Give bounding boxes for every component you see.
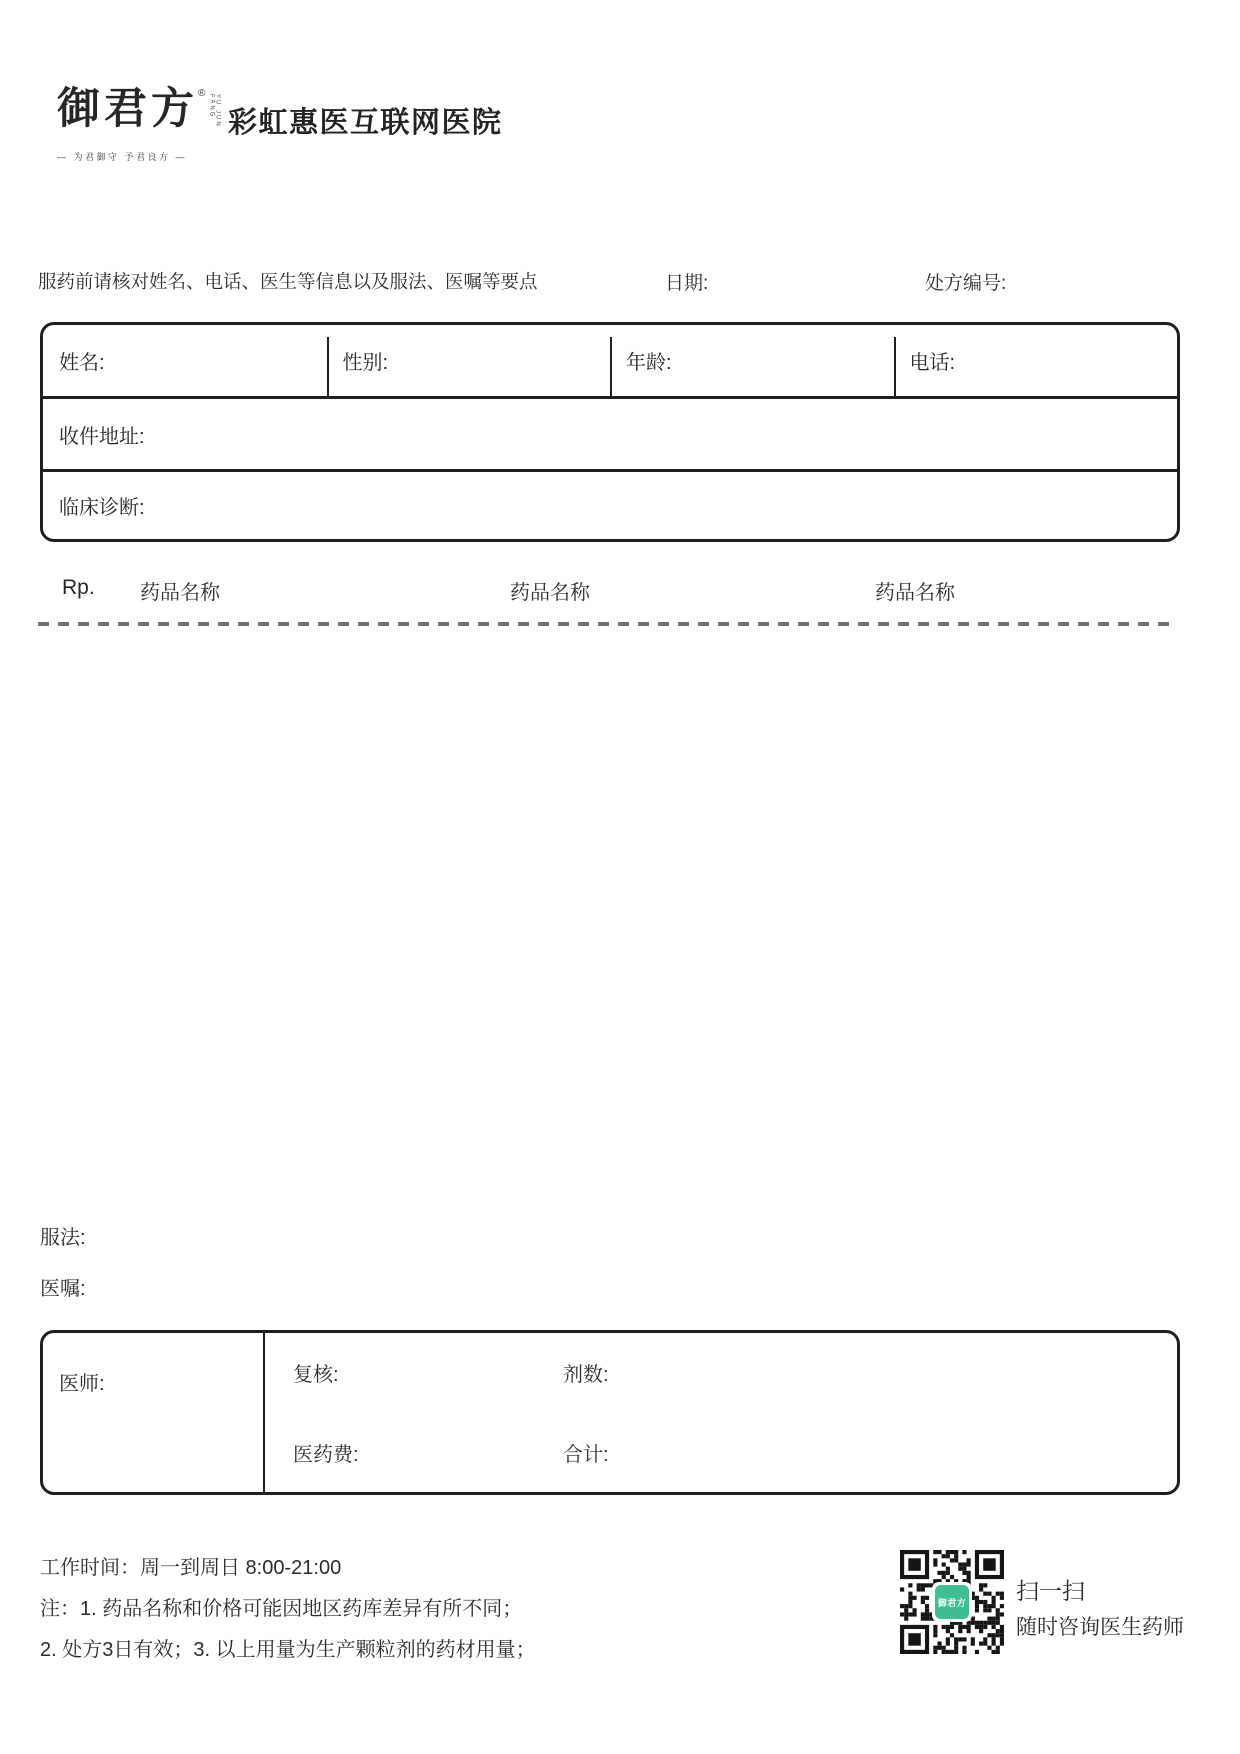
drug-name-column-header: 药品名称 [510, 582, 590, 604]
clinical-diagnosis-field [43, 472, 1177, 539]
notice-row [38, 268, 1180, 294]
patient-basic-row [43, 325, 1177, 396]
patient-name-field [43, 325, 327, 396]
qr-code-icon [900, 1550, 1004, 1654]
total-label: 合计: [563, 1443, 609, 1466]
dose-count-label: 剂数: [563, 1364, 609, 1387]
age-label: 年龄: [626, 352, 672, 374]
brand-tagline: — 为君御守 予君良方 — [57, 152, 188, 162]
drug-name-column-header: 药品名称 [875, 582, 955, 604]
scan-subtitle: 随时咨询医生药师 [1016, 1616, 1184, 1639]
doctor-label: 医师: [59, 1373, 105, 1395]
patient-address-field [43, 399, 1177, 469]
drug-name-column-header: 药品名称 [140, 582, 220, 604]
signoff-box [40, 1330, 1180, 1495]
review-label: 复核: [293, 1364, 339, 1387]
signoff-right-section [265, 1333, 1177, 1492]
qr-center-logo [932, 1582, 972, 1622]
dashed-divider-line [38, 622, 1178, 626]
name-label: 姓名: [59, 352, 105, 374]
patient-info-box [40, 322, 1180, 542]
address-label: 收件地址: [59, 425, 145, 448]
rp-label: Rp. [62, 576, 95, 599]
brand-logo [57, 86, 221, 163]
verification-notice: 服药前请核对姓名、电话、医生等信息以及服法、医嘱等要点 [38, 271, 538, 292]
doctor-signature-cell [43, 1333, 265, 1492]
usage-label: 服法: [40, 1227, 86, 1249]
rp-header-row [0, 576, 1240, 602]
working-hours: 工作时间：周一到周日 8:00-21:00 [40, 1557, 342, 1579]
footer-note-2: 2. 处方3日有效；3. 以上用量为生产颗粒剂的药材用量； [40, 1639, 536, 1661]
registered-trademark-icon: ® [198, 88, 206, 99]
phone-label: 电话: [909, 352, 956, 374]
patient-gender-field [327, 325, 611, 396]
footer-note-1: 注：1. 药品名称和价格可能因地区药库差异有所不同； [40, 1598, 523, 1620]
qr-center-logo-text: 御君方 [935, 1585, 969, 1619]
brand-logo-text: 御君方 [57, 86, 198, 133]
date-label: 日期: [665, 273, 709, 294]
review-dose-row [265, 1333, 1177, 1413]
diagnosis-label: 临床诊断: [59, 497, 145, 519]
doctor-advice-label: 医嘱: [40, 1278, 86, 1300]
prescription-number-label: 处方编号: [925, 273, 1007, 294]
scan-title: 扫一扫 [1016, 1578, 1085, 1604]
gender-label: 性别: [342, 352, 389, 374]
brand-logo-vertical-text: YU JUN FANG [208, 94, 221, 128]
patient-phone-field [894, 325, 1178, 396]
fee-total-row [265, 1413, 1177, 1493]
medicine-fee-label: 医药费: [293, 1443, 359, 1466]
hospital-name: 彩虹惠医互联网医院 [228, 107, 503, 139]
patient-age-field [610, 325, 894, 396]
